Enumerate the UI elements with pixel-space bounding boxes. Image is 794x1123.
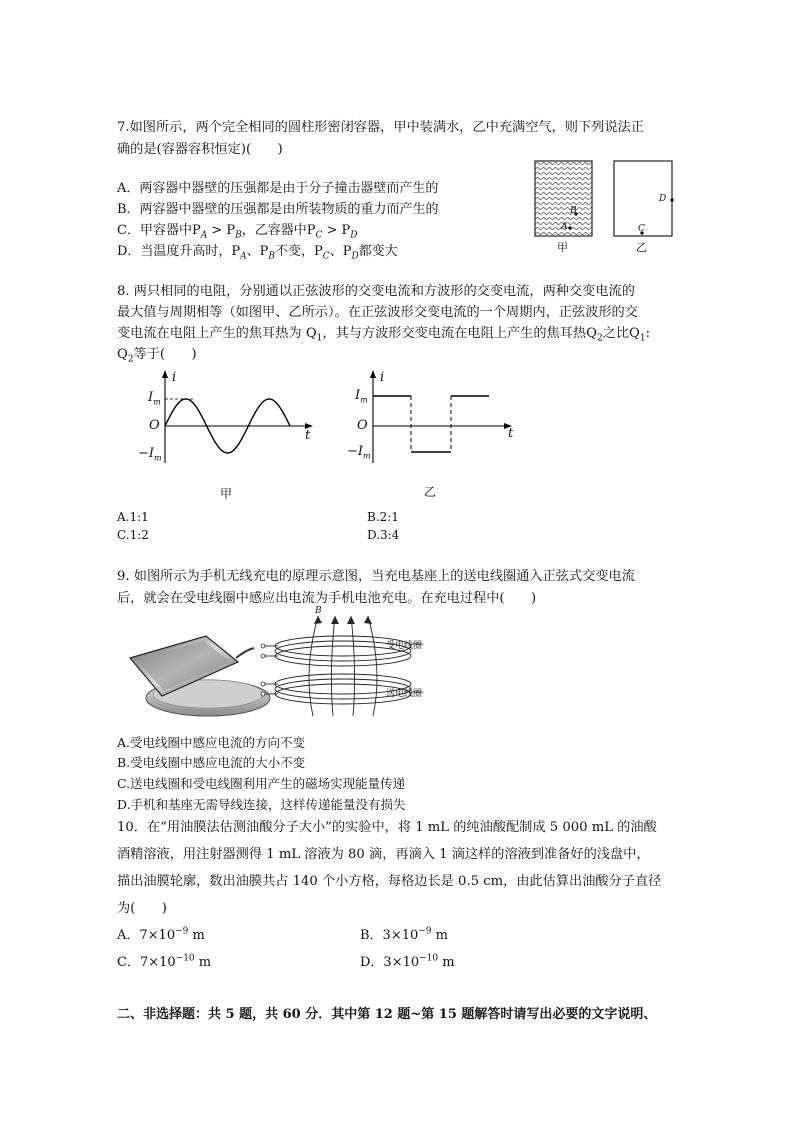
point-c-label: C (638, 224, 645, 234)
q8-option-a: A.1:1 (117, 510, 149, 524)
q10-stem-line3: 描出油膜轮廓，数出油膜共占 140 个小方格，每格边长是 0.5 cm，由此估算出油酸分子直径 (117, 874, 662, 889)
q7-option-b: B．两容器中器壁的压强都是由所装物质的重力而产生的 (117, 202, 439, 217)
q9-option-a: A.受电线圈中感应电流的方向不变 (117, 735, 306, 750)
q10-stem-line4: 为( ) (117, 901, 167, 916)
sine-axis-i: i (172, 370, 177, 385)
q9-option-c: C.送电线圈和受电线圈利用产生的磁场实现能量传递 (117, 776, 406, 791)
point-a-label: A (561, 222, 568, 232)
q10-option-d: D．$3\times 10^{-10}$ m (360, 953, 455, 970)
q9-stem-line1: 9. 如图所示为手机无线充电的原理示意图，当充电基座上的送电线圈通入正弦式交变电流 (117, 569, 635, 584)
q9-stem-line2: 后，就会在受电线圈中感应出电流为手机电池充电。在充电过程中( ) (117, 591, 537, 606)
q9-option-d: D.手机和基座无需导线连接，这样传递能量没有损失 (117, 797, 406, 812)
sine-caption: 甲 (220, 487, 233, 501)
square-axis-i: i (380, 370, 385, 385)
q10-stem-line1: 10．在“用油膜法估测油酸分子大小”的实验中，将 1 mL 的纯油酸配制成 5 000 mL 的油酸 (117, 820, 657, 835)
q7-option-c: C．甲容器中$P_A > P_B$，乙容器中$P_C > P_D$ (117, 223, 358, 241)
q9-option-b: B.受电线圈中感应电流的大小不变 (117, 755, 306, 770)
sine-origin: O (149, 418, 160, 433)
q8-stem-line4: $Q_2$等于( ) (117, 347, 197, 365)
point-d-label: D (659, 194, 667, 204)
q10-option-a: A．$7\times 10^{-9}$ m (117, 926, 205, 943)
q10-option-b: B．$3\times 10^{-9}$ m (360, 926, 449, 943)
q8-option-d: D.3:4 (367, 528, 400, 542)
sine-im-label: $I_m$ (148, 390, 161, 407)
coil-diagram (263, 616, 423, 716)
q7-container-figure (530, 156, 680, 256)
q7-stem-line1: 7.如图所示，两个完全相同的圆柱形密闭容器，甲中装满水，乙中充满空气，则下列说法正 (117, 120, 644, 135)
sine-axis-t: t (305, 428, 311, 443)
coil-b-label: B (315, 606, 322, 616)
section-2-heading: 二、非选择题：共 5 题，共 60 分．其中第 12 题~第 15 题解答时请写出必要的文字说明、 (117, 1007, 657, 1022)
point-b-label: B (570, 206, 577, 216)
wireless-charging-figure (128, 606, 438, 728)
sine-neg-im-label: $-I_m$ (138, 446, 162, 463)
square-neg-im-label: $-I_m$ (347, 444, 371, 461)
square-im-label: $I_m$ (355, 388, 368, 405)
q8-stem-line3: 变电流在电阻上产生的焦耳热为 $Q_1$，其与方波形交变电流在电阻上产生的焦耳热$Q_2$之比$Q_1$: (117, 326, 651, 344)
charger-photo (128, 624, 270, 724)
fig-label-yi: 乙 (636, 241, 647, 254)
fig-label-jia: 甲 (557, 241, 568, 254)
q7-option-d: D．当温度升高时，$P_A$、$P_B$不变，$P_C$、$P_D$都变大 (117, 244, 398, 262)
square-caption: 乙 (424, 485, 437, 499)
send-coil-label: 送电线圈 (386, 689, 423, 699)
q8-stem-line1: 8. 两只相同的电阻，分别通以正弦波形的交变电流和方波形的交变电流，两种交变电流的 (117, 284, 635, 299)
q8-option-c: C.1:2 (117, 528, 149, 542)
receive-coil-label: 受电线圈 (386, 641, 423, 651)
sine-wave-graph (140, 368, 320, 468)
q8-stem-line2: 最大值与周期相等（如图甲、乙所示）。在正弦波形交变电流的一个周期内，正弦波形的交 (117, 305, 638, 320)
square-axis-t: t (508, 426, 514, 441)
q7-option-a: A．两容器中器壁的压强都是由于分子撞击器壁而产生的 (117, 181, 439, 196)
q10-option-c: C．$7\times 10^{-10}$ m (117, 953, 212, 970)
q8-option-b: B.2:1 (367, 510, 399, 524)
square-origin: O (357, 418, 368, 433)
q7-stem-line2: 确的是(容器容积恒定)( ) (117, 142, 283, 157)
q10-stem-line2: 酒精溶液，用注射器测得 1 mL 溶液为 80 滴，再滴入 1 滴这样的溶液到准备好的浅盘中， (117, 847, 650, 862)
